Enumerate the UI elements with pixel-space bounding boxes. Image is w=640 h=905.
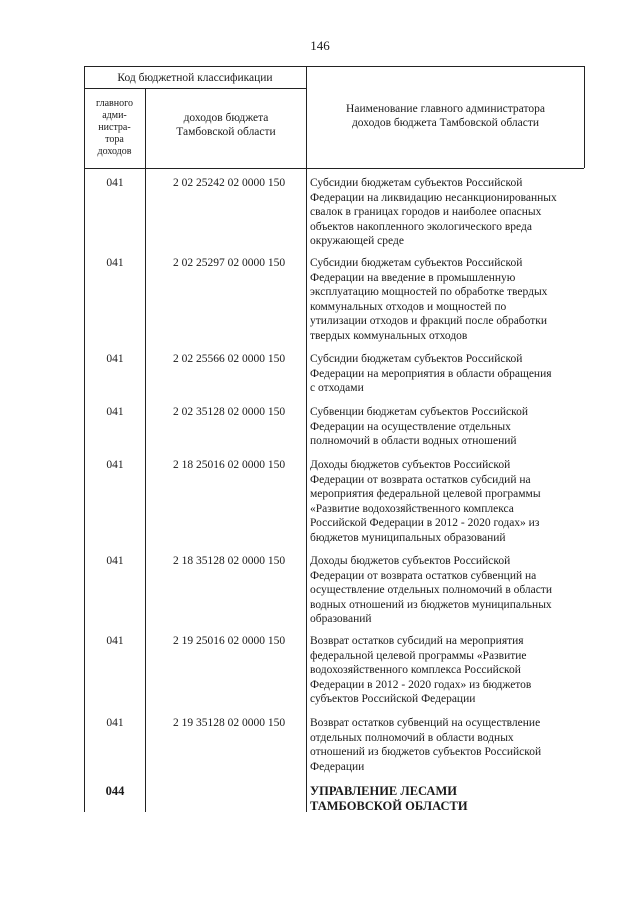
table-right-border <box>584 66 585 168</box>
header-group-title: Код бюджетной классификации <box>117 72 273 84</box>
page-number: 146 <box>310 38 330 53</box>
header-col-name: Наименование главного администратора доходов бюджета Тамбовской области <box>346 103 545 129</box>
table-top-border <box>84 66 584 67</box>
column-divider-1 <box>145 88 146 812</box>
header-col-admin: главного адми- нистра- тора доходов <box>96 98 133 157</box>
header-col-code: доходов бюджета Тамбовской области <box>176 112 276 138</box>
header-bottom-border <box>84 168 584 169</box>
group-header-divider <box>84 88 306 89</box>
